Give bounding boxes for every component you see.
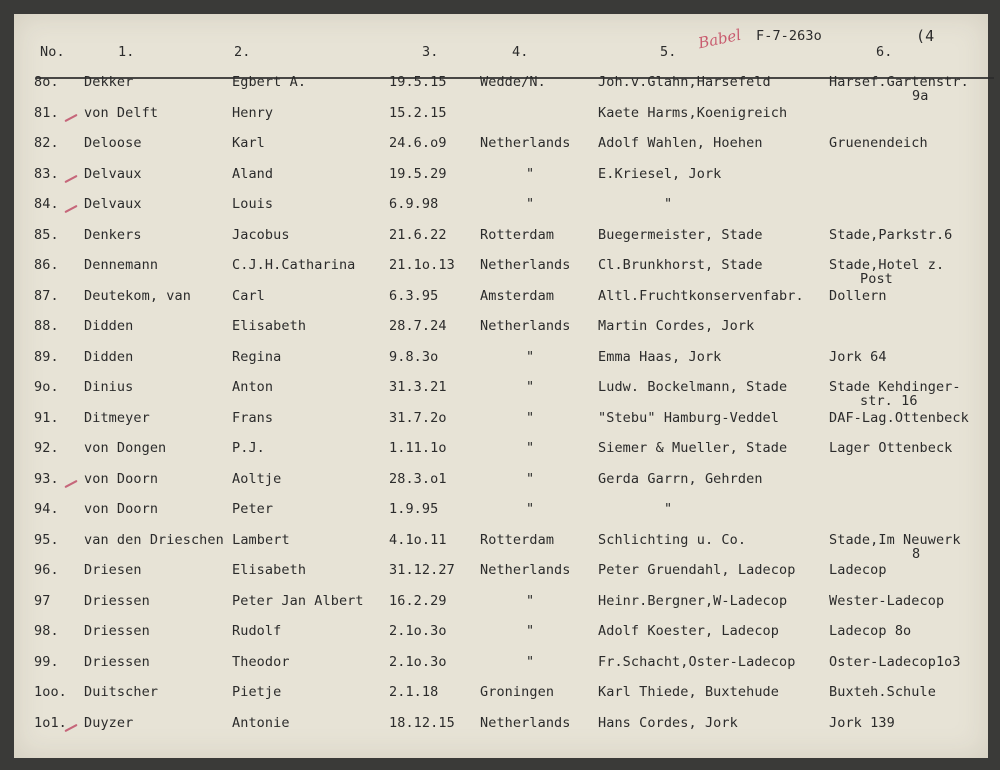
row-number: 85. [34,226,59,243]
row-number: 81. [34,104,59,121]
row-number: 98. [34,623,59,639]
birth-date: 21.1o.13 [389,257,455,273]
row-number: 84. [34,196,59,212]
document-reference: F-7-263o [756,28,822,44]
birth-date: 1.11.1o [389,440,447,456]
birth-date: 31.12.27 [389,562,455,578]
employer: Martin Cordes, Jork [598,318,755,334]
birthplace: Wedde/N. [480,74,546,90]
surname: Dinius [84,379,134,395]
address-continuation: str. 16 [860,393,918,409]
address: Harsef.Gartenstr. [829,74,969,90]
birthplace: Rotterdam [480,226,555,243]
employer: Heinr.Bergner,W-Ladecop [598,592,788,609]
birth-date: 18.12.15 [389,714,455,731]
surname: Duyzer [84,714,134,731]
birthplace: Rotterdam [480,531,555,548]
surname: von Delft [84,104,159,121]
birthplace: " [526,196,535,212]
surname: Driessen [84,653,150,670]
row-number: 1o1. [34,714,67,731]
given-name: Carl [232,287,265,304]
birth-date: 2.1o.3o [389,653,447,670]
header-col-1: 1. [118,44,135,60]
address: Gruenendeich [829,135,928,151]
employer: Peter Gruendahl, Ladecop [598,562,796,578]
row-number: 1oo. [34,684,67,700]
surname: Didden [84,318,134,334]
employer: Karl Thiede, Buxtehude [598,684,780,700]
row-number: 93. [34,470,59,487]
header-col-6: 6. [876,44,893,60]
birth-date: 24.6.o9 [389,135,447,151]
employer: Adolf Wahlen, Hoehen [598,135,763,151]
header-col-3: 3. [422,44,439,60]
surname: van den Drieschen Lambert [84,531,290,548]
employer: Fr.Schacht,Oster-Ladecop [598,653,796,670]
birthplace: Groningen [480,684,555,700]
header-col-5: 5. [660,44,677,60]
given-name: Pietje [232,684,282,700]
row-number: 91. [34,409,59,426]
surname: Duitscher [84,684,159,700]
birth-date: 19.5.15 [389,74,447,90]
birthplace: " [526,501,535,517]
surname: Deutekom, van [84,287,191,304]
given-name: Peter [232,501,274,517]
address-continuation: 8 [912,545,921,562]
address: Wester-Ladecop [829,592,945,609]
address: Stade Kehdinger- [829,379,961,395]
given-name: P.J. [232,440,265,456]
surname: von Dongen [84,440,167,456]
employer: Adolf Koester, Ladecop [598,623,780,639]
surname: Driesen [84,562,142,578]
birth-date: 31.7.2o [389,409,447,426]
birth-date: 16.2.29 [389,592,447,609]
birthplace: Netherlands [480,257,571,273]
row-number: 89. [34,348,59,365]
address-continuation: 9a [912,88,929,104]
check-mark-icon [64,479,77,487]
given-name: Henry [232,104,274,121]
birthplace: Netherlands [480,318,571,334]
address: Ladecop [829,562,887,578]
surname: Driessen [84,623,150,639]
row-number: 92. [34,440,59,456]
birth-date: 9.8.3o [389,348,439,365]
row-number: 96. [34,562,59,578]
surname: Driessen [84,592,150,609]
given-name: Aoltje [232,470,282,487]
row-number: 9o. [34,379,59,395]
address: Jork 139 [829,714,895,731]
employer: Schlichting u. Co. [598,531,747,548]
birthplace: " [526,440,535,456]
birthplace: " [526,653,535,670]
surname: Denkers [84,226,142,243]
given-name: Elisabeth [232,318,307,334]
document-sheet [14,14,988,758]
surname: Dennemann [84,257,159,273]
birthplace: Netherlands [480,135,571,151]
birth-date: 6.9.98 [389,196,439,212]
given-name: Rudolf [232,623,282,639]
address: Ladecop 8o [829,623,912,639]
birth-date: 4.1o.11 [389,531,447,548]
given-name: Frans [232,409,274,426]
given-name: Jacobus [232,226,290,243]
birthplace: " [526,592,535,609]
given-name: Theodor [232,653,290,670]
row-number: 82. [34,135,59,151]
given-name: Louis [232,196,274,212]
birthplace: " [526,409,535,426]
birthplace: " [526,623,535,639]
header-no: No. [40,44,65,60]
address: DAF-Lag.Ottenbeck [829,409,969,426]
row-number: 94. [34,501,59,517]
birth-date: 2.1.18 [389,684,439,700]
row-number: 88. [34,318,59,334]
row-number: 8o. [34,74,59,90]
row-number: 83. [34,165,59,182]
employer: Ludw. Bockelmann, Stade [598,379,788,395]
surname: Didden [84,348,134,365]
address-continuation: Post [860,271,893,287]
employer: Cl.Brunkhorst, Stade [598,257,763,273]
row-number: 95. [34,531,59,548]
given-name: Aland [232,165,274,182]
page-number: (4 [916,27,935,45]
employer: Emma Haas, Jork [598,348,722,365]
check-mark-icon [64,205,77,213]
check-mark-icon [64,113,77,121]
surname: von Doorn [84,470,159,487]
given-name: C.J.H.Catharina [232,257,356,273]
birth-date: 19.5.29 [389,165,447,182]
employer: Hans Cordes, Jork [598,714,738,731]
birth-date: 31.3.21 [389,379,447,395]
birth-date: 6.3.95 [389,287,439,304]
given-name: Peter Jan Albert [232,592,364,609]
surname: von Doorn [84,501,159,517]
birthplace: " [526,379,535,395]
employer: "Stebu" Hamburg-Veddel [598,409,780,426]
check-mark-icon [64,174,77,182]
address: Stade,Parkstr.6 [829,226,953,243]
surname: Dekker [84,74,134,90]
employer: " [664,196,673,212]
employer: Altl.Fruchtkonservenfabr. [598,287,804,304]
employer: " [664,501,673,517]
employer: Gerda Garrn, Gehrden [598,470,763,487]
birth-date: 2.1o.3o [389,623,447,639]
surname: Delvaux [84,165,142,182]
given-name: Anton [232,379,274,395]
birthplace: " [526,470,535,487]
header-col-4: 4. [512,44,529,60]
handwritten-note: Babel [696,25,743,53]
birth-date: 1.9.95 [389,501,439,517]
birthplace: " [526,165,535,182]
birthplace: Amsterdam [480,287,555,304]
employer: Joh.v.Glahn,Harsefeld [598,74,771,90]
address: Jork 64 [829,348,887,365]
header-col-2: 2. [234,44,251,60]
given-name: Regina [232,348,282,365]
address: Stade,Hotel z. [829,257,945,273]
address: Lager Ottenbeck [829,440,953,456]
employer: Kaete Harms,Koenigreich [598,104,788,121]
given-name: Elisabeth [232,562,307,578]
given-name: Antonie [232,714,290,731]
address: Buxteh.Schule [829,684,936,700]
birthplace: " [526,348,535,365]
row-number: 97 [34,592,51,609]
row-number: 86. [34,257,59,273]
address: Oster-Ladecop1o3 [829,653,961,670]
surname: Delvaux [84,196,142,212]
employer: Buegermeister, Stade [598,226,763,243]
birth-date: 28.3.o1 [389,470,447,487]
employer: E.Kriesel, Jork [598,165,722,182]
birth-date: 15.2.15 [389,104,447,121]
given-name: Karl [232,135,265,151]
given-name: Egbert A. [232,74,307,90]
row-number: 87. [34,287,59,304]
surname: Ditmeyer [84,409,150,426]
surname: Deloose [84,135,142,151]
address: Dollern [829,287,887,304]
birthplace: Netherlands [480,714,571,731]
birthplace: Netherlands [480,562,571,578]
birth-date: 28.7.24 [389,318,447,334]
row-number: 99. [34,653,59,670]
employer: Siemer & Mueller, Stade [598,440,788,456]
birth-date: 21.6.22 [389,226,447,243]
address: Stade,Im Neuwerk [829,531,961,548]
